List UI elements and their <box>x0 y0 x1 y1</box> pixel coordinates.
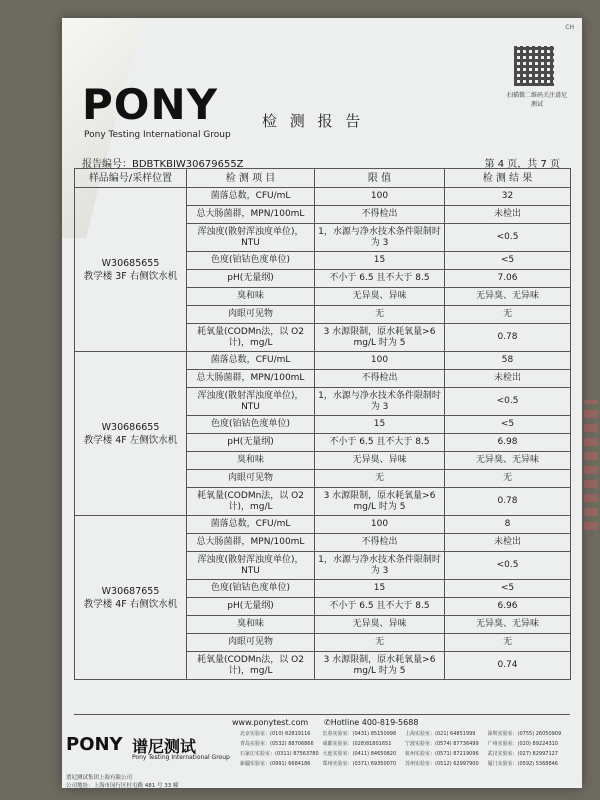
qr-caption: 扫描微二维码关注谱尼测试 <box>507 92 568 108</box>
cell-result: 未检出 <box>445 206 571 224</box>
sample-cell <box>75 516 187 680</box>
footer-company <box>66 774 179 790</box>
lab-contact: 石家庄实验室：(0311) 87563780 <box>240 751 319 757</box>
cell-limit: 15 <box>315 252 445 270</box>
logo-subtitle: Pony Testing International Group <box>84 130 231 140</box>
cell-result: 58 <box>445 352 571 370</box>
qr-code-icon <box>514 46 554 86</box>
cell-limit: 100 <box>315 188 445 206</box>
lab-contact: 新疆实验室：(0991) 6684186 <box>240 761 311 767</box>
cell-item: 菌落总数，CFU/mL <box>187 188 315 206</box>
cell-limit: 100 <box>315 352 445 370</box>
cell-item: pH(无量纲) <box>187 598 315 616</box>
lab-contact: 上海实验室：(021) 64851999 <box>405 731 476 737</box>
cell-limit: 15 <box>315 580 445 598</box>
cell-limit: 100 <box>315 516 445 534</box>
cell-limit: 3 水源限制，原水耗氧量>6 mg/L 时为 5 <box>315 488 445 516</box>
sample-id: W30685655 <box>101 257 160 269</box>
cell-limit: 无异臭、异味 <box>315 288 445 306</box>
footer-divider <box>74 714 570 715</box>
cell-result: <0.5 <box>445 552 571 580</box>
cell-item: 浑浊度(散射浑浊度单位)，NTU <box>187 224 315 252</box>
lab-contact: 大连实验室：(0411) 84650820 <box>322 751 397 757</box>
sample-location: 教学楼 4F 左侧饮水机 <box>83 434 178 446</box>
cell-item: 总大肠菌群，MPN/100mL <box>187 534 315 552</box>
cell-result: <5 <box>445 580 571 598</box>
cell-limit: 3 水源限制，原水耗氧量>6 mg/L 时为 5 <box>315 324 445 352</box>
lab-contact: 厦门实验室：(0592) 5368846 <box>487 761 558 767</box>
cell-result: <5 <box>445 252 571 270</box>
cell-item: 臭和味 <box>187 616 315 634</box>
cell-result: 7.06 <box>445 270 571 288</box>
pony-logo: PONY <box>82 80 219 129</box>
cell-limit: 不小于 6.5 且不大于 8.5 <box>315 598 445 616</box>
lab-contacts <box>240 730 570 767</box>
sample-id: W30687655 <box>101 585 160 597</box>
cell-result: 未检出 <box>445 370 571 388</box>
cell-item: 浑浊度(散射浑浊度单位)，NTU <box>187 388 315 416</box>
cell-result: 无异臭、无异味 <box>445 616 571 634</box>
report-page <box>62 18 582 788</box>
table-row <box>75 516 571 534</box>
cell-limit: 不得检出 <box>315 206 445 224</box>
cell-result: 8 <box>445 516 571 534</box>
cell-limit: 不得检出 <box>315 534 445 552</box>
cell-item: 色度(铂钴色度单位) <box>187 580 315 598</box>
cell-item: pH(无量纲) <box>187 270 315 288</box>
cell-item: 色度(铂钴色度单位) <box>187 416 315 434</box>
cell-limit: 1，水源与净水技术条件限制时为 3 <box>315 224 445 252</box>
lab-contact: 广州实验室：(020) 89224310 <box>487 741 558 747</box>
stamp-edge <box>584 400 598 530</box>
cell-limit: 不小于 6.5 且不大于 8.5 <box>315 270 445 288</box>
cell-result: <5 <box>445 416 571 434</box>
cell-item: 耗氧量(CODMn法，以 O2计)，mg/L <box>187 488 315 516</box>
sample-cell <box>75 352 187 516</box>
header-result: 检 测 结 果 <box>445 169 571 188</box>
report-number: 报告编号：BDBTKBIW30679655Z <box>82 159 244 170</box>
cell-item: 肉眼可见物 <box>187 306 315 324</box>
cell-item: 肉眼可见物 <box>187 634 315 652</box>
cell-item: 臭和味 <box>187 452 315 470</box>
cell-result: 6.96 <box>445 598 571 616</box>
cell-result: 0.78 <box>445 488 571 516</box>
lab-contact: 武汉实验室：(027) 82997127 <box>487 751 558 757</box>
cell-result: 无异臭、无异味 <box>445 452 571 470</box>
lab-contact: 成都实验室：(028)81801651 <box>322 741 392 747</box>
page-number: 第 4 页，共 7 页 <box>484 159 560 170</box>
footer-hotline: ✆Hotline 400-819-5688 <box>324 718 419 727</box>
cell-item: 耗氧量(CODMn法，以 O2计)，mg/L <box>187 652 315 680</box>
cell-result: 32 <box>445 188 571 206</box>
cell-limit: 不得检出 <box>315 370 445 388</box>
cell-item: 耗氧量(CODMn法，以 O2计)，mg/L <box>187 324 315 352</box>
corner-code: CH <box>565 24 574 31</box>
cell-limit: 15 <box>315 416 445 434</box>
cell-item: 浑浊度(散射浑浊度单位)，NTU <box>187 552 315 580</box>
sample-location: 教学楼 3F 右侧饮水机 <box>83 270 178 282</box>
cell-limit: 不小于 6.5 且不大于 8.5 <box>315 434 445 452</box>
cell-limit: 无 <box>315 634 445 652</box>
cell-limit: 无异臭、异味 <box>315 452 445 470</box>
lab-contact: 深圳实验室：(0755) 26050909 <box>487 731 562 737</box>
sample-id: W30686655 <box>101 421 160 433</box>
footer-logo: PONY <box>66 734 123 755</box>
table-header-row <box>75 169 571 188</box>
cell-result: 无 <box>445 470 571 488</box>
cell-item: pH(无量纲) <box>187 434 315 452</box>
lab-contact: 苏州实验室：(0512) 62997900 <box>405 761 479 767</box>
cell-limit: 无 <box>315 470 445 488</box>
cell-item: 菌落总数，CFU/mL <box>187 516 315 534</box>
footer-logo-cn: 谱尼测试 <box>132 737 197 756</box>
results-table <box>74 168 571 680</box>
cell-item: 总大肠菌群，MPN/100mL <box>187 206 315 224</box>
company-address: 公司地址：上海市闵行区杜屯路 481 号 33 幢 <box>66 783 179 789</box>
cell-result: 无异臭、无异味 <box>445 288 571 306</box>
cell-result: 0.74 <box>445 652 571 680</box>
lab-contact: 宁波实验室：(0574) 87736499 <box>405 741 479 747</box>
table-row <box>75 352 571 370</box>
results-body <box>75 188 571 680</box>
lab-contact: 郑州实验室：(0371) 69350070 <box>322 761 397 767</box>
cell-result: <0.5 <box>445 224 571 252</box>
header-limit: 限 值 <box>315 169 445 188</box>
cell-result: 0.78 <box>445 324 571 352</box>
sample-cell <box>75 188 187 352</box>
document-title: 检 测 报 告 <box>262 112 365 130</box>
cell-item: 菌落总数，CFU/mL <box>187 352 315 370</box>
cell-limit: 3 水源限制，原水耗氧量>6 mg/L 时为 5 <box>315 652 445 680</box>
header-sample: 样品编号/采样位置 <box>75 169 187 188</box>
sample-location: 教学楼 4F 右侧饮水机 <box>83 598 178 610</box>
cell-item: 臭和味 <box>187 288 315 306</box>
header-item: 检 测 项 目 <box>187 169 315 188</box>
lab-contact: 北京实验室：(010) 82819116 <box>240 731 311 737</box>
table-row <box>75 188 571 206</box>
cell-limit: 1，水源与净水技术条件限制时为 3 <box>315 388 445 416</box>
cell-item: 色度(铂钴色度单位) <box>187 252 315 270</box>
cell-result: 无 <box>445 306 571 324</box>
lab-contact: 杭州实验室：(0571) 87219096 <box>405 751 479 757</box>
cell-result: 未检出 <box>445 534 571 552</box>
cell-item: 肉眼可见物 <box>187 470 315 488</box>
cell-result: 无 <box>445 634 571 652</box>
footer-website: www.ponytest.com <box>232 718 309 727</box>
lab-contact: 长春实验室：(0431) 85150998 <box>322 731 397 737</box>
cell-result: 6.98 <box>445 434 571 452</box>
cell-limit: 无 <box>315 306 445 324</box>
cell-result: <0.5 <box>445 388 571 416</box>
cell-limit: 无异臭、异味 <box>315 616 445 634</box>
cell-item: 总大肠菌群，MPN/100mL <box>187 370 315 388</box>
footer-logo-en: Pony Testing International Group <box>132 754 230 761</box>
cell-limit: 1，水源与净水技术条件限制时为 3 <box>315 552 445 580</box>
lab-contact: 青岛实验室：(0532) 88706866 <box>240 741 314 747</box>
company-name: 谱尼测试集团上海有限公司 <box>66 775 133 781</box>
